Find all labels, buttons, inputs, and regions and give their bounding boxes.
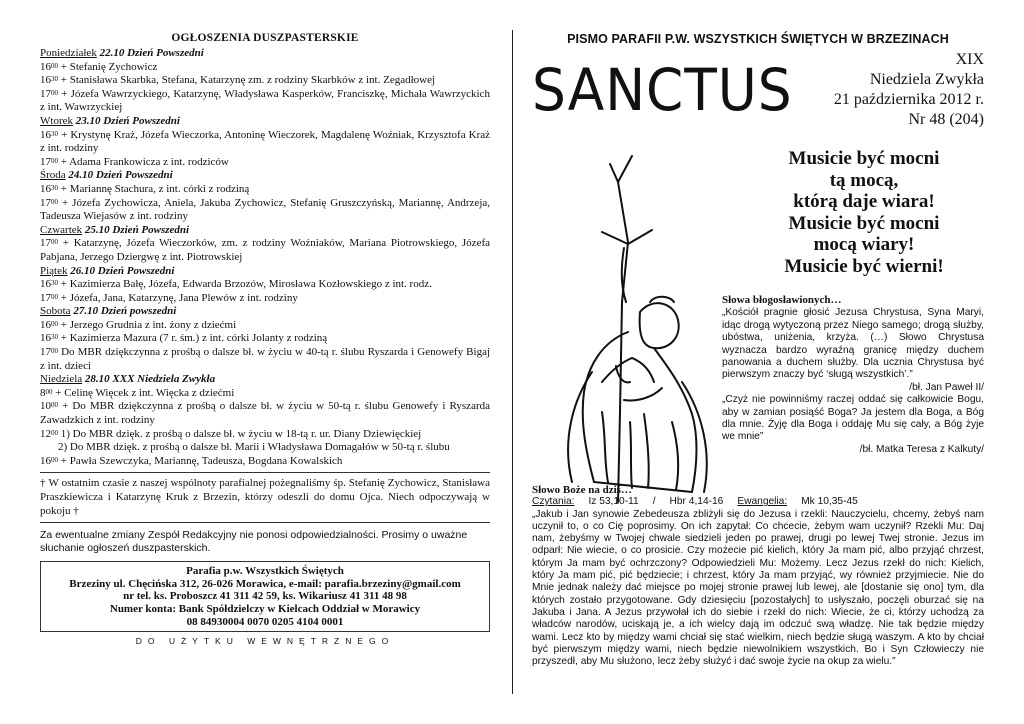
condolence-note: † W ostatnim czasie z naszej wspólnoty parafialnej pożegnaliśmy śp. Stefanię Zychowicz, Stanisława Praszkiewicza i Katarzynę Kruk z Brzezin, którzy odeszli do domu Ojca. Niech odpoczywają w pokoju † <box>40 477 490 517</box>
contact-line: Brzeziny ul. Chęcińska 312, 26-026 Morawica, e-mail: parafia.brzeziny@gmail.com <box>69 577 461 590</box>
mass-hour: 16 <box>40 278 51 291</box>
mass-minute: 00 <box>51 401 58 410</box>
gospel-heading: Słowo Boże na dziś… <box>532 484 632 496</box>
issue-line: Nr 48 (204) <box>908 111 984 128</box>
mass-minute: 00 <box>51 238 58 247</box>
mass-minute: 00 <box>51 197 58 206</box>
mass-hour: 16 <box>40 60 51 73</box>
mass-minute: 00 <box>51 88 58 97</box>
gospel-section <box>532 484 984 668</box>
mass-hour: 17 <box>40 155 51 168</box>
sanctus-logo: SANCTUS <box>532 56 793 124</box>
mass-text: + Mariannę Stachura, z int. córki z rodziną <box>60 182 250 195</box>
contact-box <box>40 561 490 632</box>
day-heading <box>40 47 490 61</box>
mass-text: + Józefa Zychowicza, Aniela, Jakuba Zychowicz, Stefanię Gruszczyńską, Mariannę, Andrzeja, Tadeusza Wiejasów z int. rodziny <box>40 196 491 223</box>
mass-text: + Jerzego Grudnia z int. żony z dziećmi <box>60 318 237 331</box>
issue-line: XIX <box>955 51 984 68</box>
day-title: 24.10 Dzień Powszedni <box>68 169 173 182</box>
day-block <box>40 115 490 169</box>
mass-text: + Józefa Wawrzyckiego, Katarzynę, Władysława Kasperków, Franciszkę, Michała Wawrzyckich z int. Wawrzyckiej <box>40 87 490 114</box>
quote-line: Musicie być wierni! <box>784 255 944 277</box>
mass-minute: 00 <box>51 428 58 437</box>
mass-minute: 30 <box>51 279 58 288</box>
mass-intention <box>40 387 490 401</box>
day-block <box>40 265 490 306</box>
mass-intention <box>40 332 490 346</box>
day-name: Czwartek <box>40 223 83 236</box>
day-name: Sobota <box>40 305 71 318</box>
issue-line: Niedziela Zwykła <box>869 71 984 88</box>
mass-text: + Stefanię Zychowicz <box>60 60 158 73</box>
mass-minute: 00 <box>51 347 58 356</box>
day-name: Wtorek <box>40 114 73 127</box>
mass-text: + Krystynę Kraż, Józefa Wieczorka, Antoninę Wieczorek, Magdalenę Woźniak, Krzysztofa Kraż z int. rodziny <box>40 128 490 155</box>
day-name: Środa <box>40 169 66 182</box>
day-heading <box>40 305 490 319</box>
mass-minute: 00 <box>51 292 58 301</box>
mass-text: + Celinę Więcek z int. Więcka z dziećmi <box>55 386 235 399</box>
mass-minute: 30 <box>51 129 58 138</box>
mass-minute: 00 <box>51 319 58 328</box>
mass-hour: 16 <box>40 318 51 331</box>
column-divider <box>512 30 513 694</box>
contact-line: 08 84930004 0070 0205 4104 0001 <box>186 615 344 628</box>
mass-text: + Pawła Szewczyka, Mariannę, Tadeusza, Bogdana Kowalskich <box>60 454 343 467</box>
reading-ref: Iz 53,10-11 <box>588 496 639 508</box>
disclaimer-note: Za ewentualne zmiany Zespół Redakcyjny nie ponosi odpowiedzialności. Prosimy o uważne słuchanie ogłoszeń duszpasterskich. <box>40 529 468 555</box>
day-title: 23.10 Dzień Powszedni <box>75 114 180 127</box>
mass-hour: 16 <box>40 182 51 195</box>
day-title: 26.10 Dzień Powszedni <box>70 264 175 277</box>
mass-intention <box>40 88 490 115</box>
divider-line <box>40 472 490 473</box>
day-title: 22.10 Dzień Powszedni <box>99 47 204 59</box>
mass-text: + Katarzynę, Józefa Wieczorków, zm. z rodziny Woźniaków, Mariana Piotrowskiego, Józefa Pabjana, Jerzego Dziergwę z int. Piotrowskiej <box>40 237 490 263</box>
mass-intention <box>40 292 490 306</box>
day-title: 27.10 Dzień powszedni <box>73 305 177 318</box>
mass-intention <box>40 346 490 373</box>
mass-hour: 8 <box>40 386 46 399</box>
contact-line: nr tel. ks. Proboszcz 41 311 42 59, ks. Wikariusz 41 311 48 98 <box>123 590 407 603</box>
masthead-header: PISMO PARAFII P.W. WSZYSTKICH ŚWIĘTYCH W BRZEZINACH <box>567 32 949 46</box>
mass-intention <box>40 441 490 455</box>
mass-minute: 30 <box>51 333 58 342</box>
quote-line: tą mocą, <box>829 169 899 191</box>
mass-intention <box>40 278 490 292</box>
mass-minute: 30 <box>51 183 58 192</box>
mass-intention <box>40 183 490 197</box>
masthead <box>532 48 984 140</box>
internal-use-label: DO UŻYTKU WEWNĘTRZNEGO <box>135 636 395 647</box>
reading-separator: / <box>652 496 656 508</box>
blessed-quote: „Kościół pragnie głosić Jezusa Chrystusa, Syna Maryi, idąc drogą wytyczoną przez Niego samego; drogą służby, ubóstwa, uniżenia, krzyża. (…) Słowo Chrystusa wyznacza bardzo wyraźną granicę między duchem panowania a duchem służby. Dla ucznia Chrystusa być pierwszym znaczy być ‘sługą wszystkich’.” <box>722 307 984 381</box>
gospel-ref: Mk 10,35-45 <box>801 496 858 508</box>
day-heading <box>40 265 490 279</box>
mass-text: + Adama Frankowicza z int. rodziców <box>60 155 229 168</box>
mass-intention <box>40 74 490 88</box>
mass-text: + Kazimierza Mazura (7 r. śm.) z int. córki Jolanty z rodziną <box>60 332 328 345</box>
mass-text: + Stanisława Skarbka, Stefana, Katarzynę zm. z rodziny Skarbków z int. Zegadłowej <box>60 74 436 87</box>
mass-intention <box>40 61 490 75</box>
mass-minute: 00 <box>45 387 53 396</box>
mass-intention <box>40 428 490 442</box>
announcements-column <box>40 32 490 646</box>
mass-text: 2) Do MBR dzięk. z prośbą o dalsze bł. Marii i Władysława Domagałów w 50-tą r. ślubu <box>58 441 450 454</box>
blessed-signature: /bł. Jan Paweł II/ <box>909 381 984 393</box>
pull-quote <box>744 148 984 277</box>
bulletin-column <box>532 32 984 668</box>
contact-line: Numer konta: Bank Spółdzielczy w Kielcach Oddział w Morawicy <box>109 602 421 615</box>
blessed-quote: „Czyż nie powinniśmy raczej oddać się całkowicie Bogu, aby w zamian posiąść Boga? Ja jestem dla Boga, a Bóg dla mnie. Żyję dla Boga i oddaję Mu się cały, a Bóg żyje we mnie” <box>722 394 984 443</box>
mass-hour: 16 <box>40 128 51 141</box>
mass-minute: 30 <box>51 75 58 84</box>
day-block <box>40 305 490 373</box>
mass-text: + Kazimierza Bałę, Józefa, Edwarda Brzozów, Mirosława Kozłowskiego z int. rodz. <box>60 278 432 291</box>
readings-line <box>532 496 984 508</box>
mass-intention <box>40 197 490 224</box>
quote-line: Musicie być mocni <box>788 148 940 169</box>
day-heading <box>40 169 490 183</box>
mass-hour: 17 <box>40 346 51 359</box>
quote-line: Musicie być mocni <box>788 212 940 234</box>
announcements-title: OGŁOSZENIA DUSZPASTERSKIE <box>171 32 359 44</box>
readings-label: Czytania: <box>532 496 575 508</box>
day-name: Niedziela <box>40 373 83 386</box>
gospel-label: Ewangelia: <box>737 496 788 508</box>
mass-text: Do MBR dziękczynna z prośbą o dalsze bł. w życiu w 40-tą r. ślubu Ryszarda i Genowefy Bigaj z int. dzieci <box>40 346 491 372</box>
mass-intention <box>40 455 490 469</box>
day-heading <box>40 224 490 238</box>
mass-hour: 17 <box>40 87 51 100</box>
mass-minute: 00 <box>51 455 58 464</box>
issue-info <box>834 50 984 130</box>
mass-text: + Józefa, Jana, Katarzynę, Jana Plewów z int. rodziny <box>60 291 298 304</box>
day-block <box>40 47 490 115</box>
mass-minute: 00 <box>51 156 58 165</box>
mass-hour: 12 <box>40 427 51 440</box>
day-heading <box>40 373 490 387</box>
day-block <box>40 373 490 468</box>
issue-line: 21 października 2012 r. <box>833 91 984 108</box>
mass-text: + Do MBR dziękczynna z prośbą o dalsze bł. w życiu w 50-tą r. ślubu Genowefy i Ryszarda Zawadzkich z int. rodziny <box>40 400 490 427</box>
mass-intention <box>40 400 490 427</box>
mass-hour: 16 <box>40 454 51 467</box>
blessed-heading: Słowa błogosławionych… <box>722 294 842 306</box>
mass-hour: 17 <box>40 291 51 304</box>
day-heading <box>40 115 490 129</box>
mass-hour: 16 <box>40 332 51 345</box>
mass-hour: 10 <box>40 400 51 413</box>
mass-hour: 16 <box>40 74 51 87</box>
mass-hour: 17 <box>40 237 51 250</box>
quote-line: mocą wiary! <box>813 234 915 255</box>
day-name: Poniedziałek <box>40 47 97 59</box>
announcements-days <box>40 47 490 468</box>
day-title: 25.10 Dzień Powszedni <box>84 223 190 236</box>
blessed-words-section <box>722 294 984 456</box>
pope-illustration <box>532 152 722 507</box>
day-block <box>40 224 490 265</box>
quote-line: którą daje wiara! <box>793 191 935 212</box>
day-name: Piątek <box>40 264 68 277</box>
mass-intention <box>40 237 490 264</box>
mass-text: 1) Do MBR dzięk. z prośbą o dalsze bł. w życiu w 18-tą r. ur. Diany Dziewięckiej <box>60 427 422 440</box>
mass-intention <box>40 319 490 333</box>
blessed-signature: /bł. Matka Teresa z Kalkuty/ <box>859 443 984 455</box>
day-title: 28.10 XXX Niedziela Zwykła <box>84 373 216 386</box>
mass-intention <box>40 156 490 170</box>
mass-intention <box>40 129 490 156</box>
gospel-text: „Jakub i Jan synowie Zebedeusza zbliżyli się do Jezusa i rzekli: Nauczycielu, chcemy, żebyś nam uczynił to, o co Cię poprosimy. On ich zapytał: Co chcecie, żebym wam uczynił? Rzekli Mu: Daj nam, żebyśmy w Twojej chwale siedzieli jeden po prawej, drugi po lewej Twej stronie. Jezus im odparł: Nie wiecie, o co prosicie. Czy możecie pić kielich, który Ja mam pić, albo przyjąć chrzest, którym Ja mam być ochrzczony? Odpowiedzieli Mu: Możemy. Lecz Jezus rzekł do nich: Kielich, który Ja mam pić, pić będziecie; i chrzest, który Ja mam przyjąć, wy również przyjmiecie. Nie do Mnie jednak należy dać miejsce po mojej stronie prawej lub lewej, ale [dostanie się ono] tym, dla których zostało przygotowane. Gdy dziesięciu [pozostałych] to usłyszało, poczęli oburzać się na Jakuba i Jana. A Jezus przywołał ich do siebie i rzekł do nich: Wiecie, że ci, którzy uchodzą za władców narodów, uciskają je, a ich wielcy dają im odczuć swą władzę. Nie tak będzie między wami. Lecz kto by między wami chciał się stać wielkim, niech będzie sługą waszym. A kto by chciał być pierwszym między wami, niech będzie niewolnikiem wszystkich. Bo i Syn Człowieczy nie przyszedł, aby Mu służono, lecz żeby służyć i dać swoje życie na okup za wielu.” <box>532 508 984 668</box>
day-block <box>40 169 490 223</box>
mass-minute: 00 <box>51 61 58 70</box>
contact-line: Parafia p.w. Wszystkich Świętych <box>186 565 344 578</box>
reading-ref: Hbr 4,14-16 <box>669 496 724 508</box>
mass-hour: 17 <box>40 196 51 209</box>
divider-line <box>40 522 490 523</box>
